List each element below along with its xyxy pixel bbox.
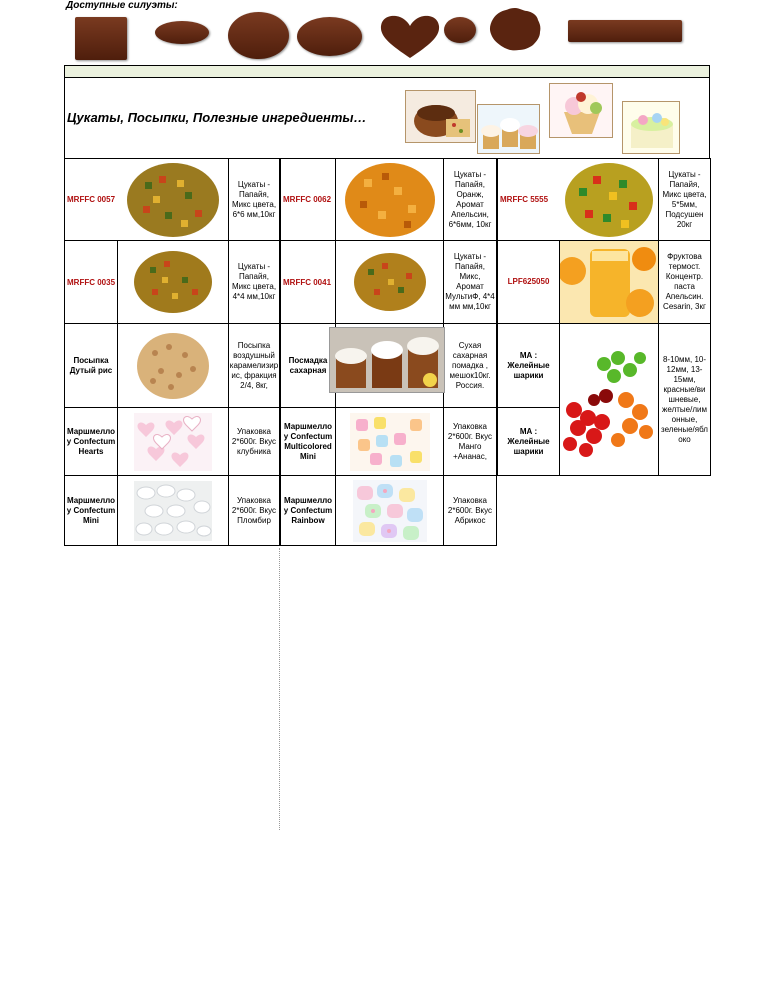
product-label-multicolored: Маршмелло у Confectum Multicolored Mini: [280, 407, 336, 476]
product-desc-mini: Упаковка 2*600г. Вкус Пломбир: [228, 475, 280, 546]
oval-shape: [155, 21, 209, 44]
product-label-rice: Посыпка Дутый рис: [64, 323, 118, 408]
product-code-mrffc0041: MRFFC 0041: [280, 240, 336, 324]
product-label-rainbow: Маршмелло у Confectum Rainbow: [280, 475, 336, 546]
product-image-ma-jelly-balls: [559, 323, 659, 476]
product-code-mrffc0062: MRFFC 0062: [280, 158, 336, 241]
product-desc-rice: Посыпка воздушный карамелизир ис, фракция 2/4, 8кг,: [228, 323, 280, 408]
product-image-sugar: [329, 327, 445, 393]
product-code-mrffc5555: MRFFC 5555: [497, 158, 560, 241]
section-title: Цукаты, Посыпки, Полезные ингредиенты…: [67, 110, 367, 125]
product-desc-sugar: Сухая сахарная помадка , мешок10кг. Россия.: [443, 323, 497, 408]
product-image-mrffc0057: [117, 158, 229, 241]
product-label-hearts: Маршмелло у Confectum Hearts: [64, 407, 118, 476]
rectangle-bar-shape: [568, 20, 682, 42]
product-label-ma-2: МА : Желейные шарики: [497, 407, 560, 476]
product-code-mrffc0035: MRFFC 0035: [64, 240, 118, 324]
circle-shape: [228, 12, 289, 59]
shapes-title: Доступные силуэты:: [66, 0, 178, 11]
product-desc-mrffc5555: Цукаты - Папайя, Микс цвета, 5*5мм, Подсушен 20кг: [658, 158, 711, 241]
header-photo-panettone: [405, 90, 476, 143]
product-desc-rainbow: Упаковка 2*600г. Вкус Абрикос: [443, 475, 497, 546]
product-desc-lpf625050: Фруктова термост. Концентр. паста Апельсин. Cesarin, 3кг: [658, 240, 711, 324]
product-image-lpf625050: [559, 240, 659, 324]
product-image-mrffc5555: [559, 158, 659, 241]
product-desc-mrffc0035: Цукаты - Папайя, Микс цвета, 4*4 мм,10кг: [228, 240, 280, 324]
small-oval-shape: [444, 17, 476, 43]
product-desc-hearts: Упаковка 2*600г. Вкус клубника: [228, 407, 280, 476]
oval-large-shape: [297, 17, 362, 56]
product-label-ma-1: МА : Желейные шарики: [497, 323, 560, 408]
product-desc-mrffc0062: Цукаты - Папайя, Оранж, Аромат Апельсин, 6*6мм, 10кг: [443, 158, 497, 241]
product-desc-mrffc0041: Цукаты - Папайя, Микс, Аромат МультиФ, 4*4 мм мм,10кг: [443, 240, 497, 324]
header-photo-cake: [622, 101, 680, 154]
product-desc-multicolored: Упаковка 2*600г. Вкус Манго +Ананас,: [443, 407, 497, 476]
product-code-lpf625050: LPF625050: [497, 240, 560, 324]
product-image-mrffc0035: [117, 240, 229, 324]
product-image-multicolored: [335, 407, 444, 476]
product-image-hearts: [117, 407, 229, 476]
page-guide-line: [279, 548, 281, 830]
flower-shape: [487, 6, 543, 52]
product-label-mini: Маршмелло у Confectum Mini: [64, 475, 118, 546]
product-desc-mrffc0057: Цукаты - Папайя, Микс цвета, 6*6 мм,10кг: [228, 158, 280, 241]
product-label-sugar: Посмадка сахарная: [280, 323, 336, 408]
header-bar: [64, 65, 710, 78]
header-photo-icecream: [549, 83, 613, 138]
product-image-mrffc0062: [335, 158, 444, 241]
square-shape: [75, 17, 127, 60]
heart-shape: [379, 14, 441, 59]
product-image-mrffc0041: [335, 240, 444, 324]
header-photo-cupcakes: [477, 104, 540, 154]
product-image-mini: [117, 475, 229, 546]
product-image-rainbow: [335, 475, 444, 546]
product-code-mrffc0057: MRFFC 0057: [64, 158, 118, 241]
product-desc-ma-jelly-balls: 8-10мм, 10-12мм, 13-15мм, красные/ви шневые, желтые/лим онные, зеленые/ябл око: [658, 323, 711, 476]
product-image-rice: [117, 323, 229, 408]
